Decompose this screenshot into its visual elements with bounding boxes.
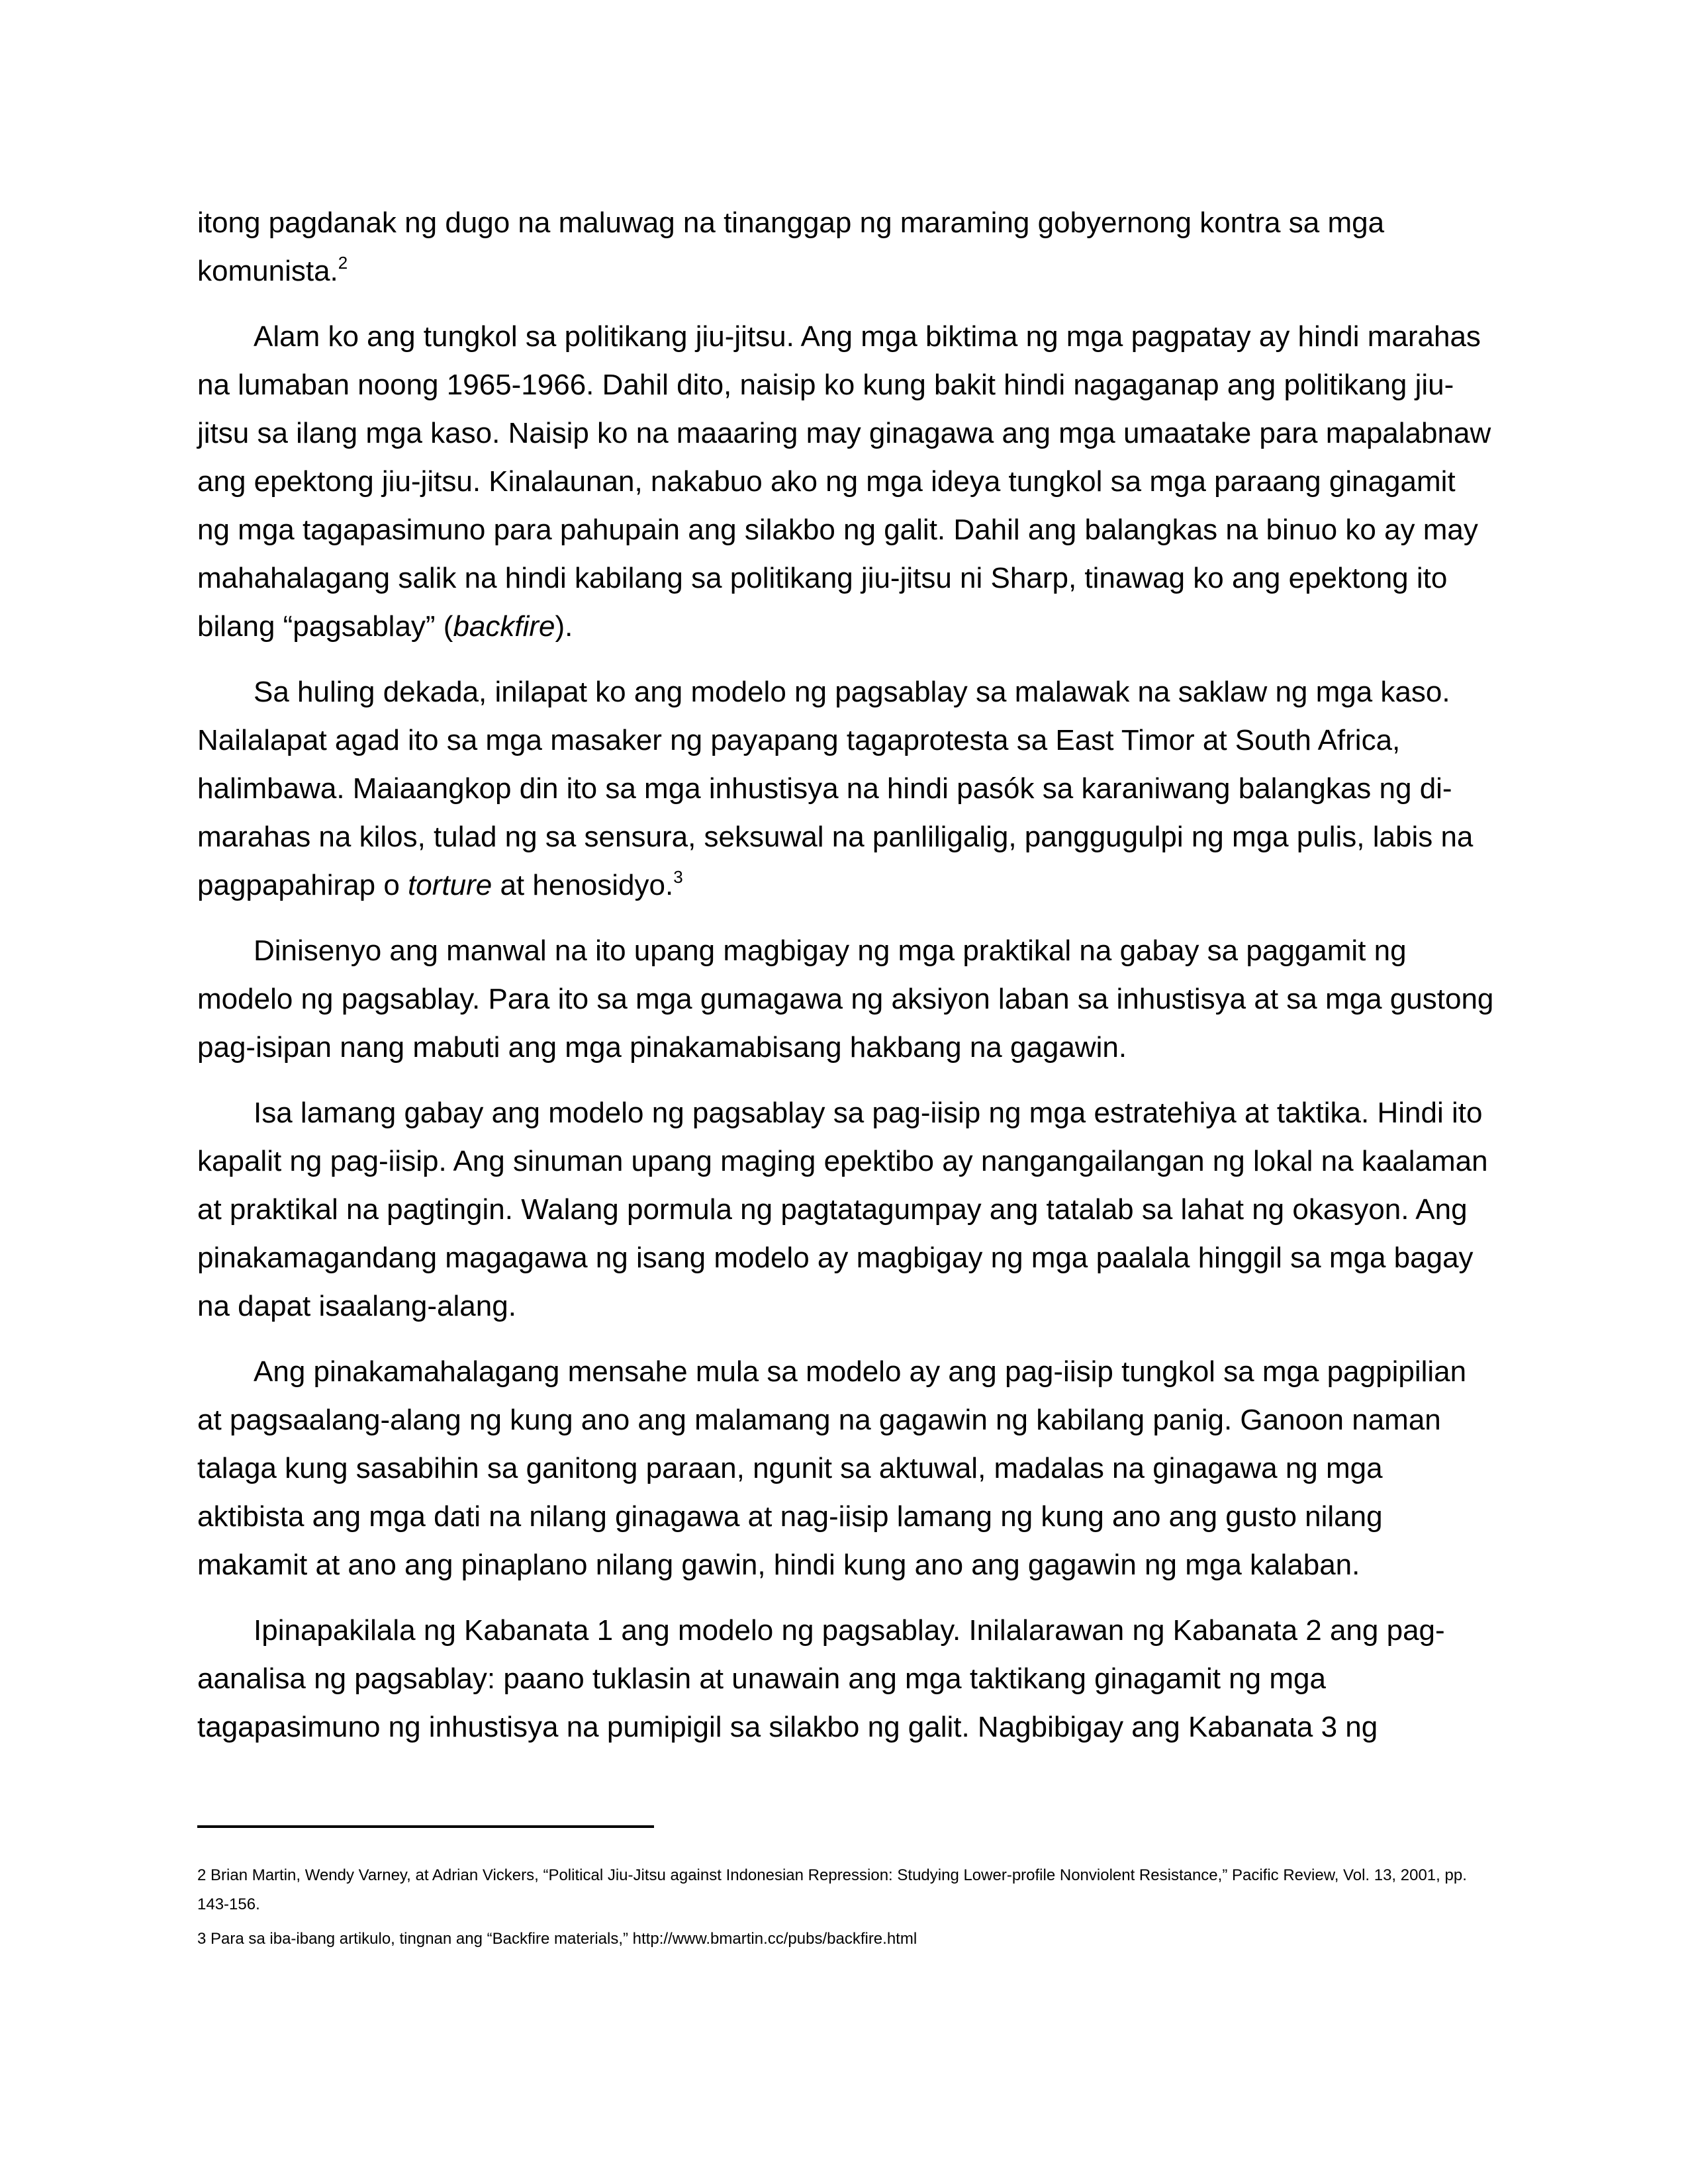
footnote-ref-2: 2 (338, 253, 348, 273)
paragraph-2-text: Alam ko ang tungkol sa politikang jiu-jitsu. Ang mga biktima ng mga pagpatay ay hindi marahas na lumaban noong 1965-1966. Dahil dito, naisip ko kung bakit hindi nagaganap ang politikang jiu-jitsu sa ilang mga kaso. Naisip ko na maaaring may ginagawa ang mga umaatake para mapalabnaw ang epektong jiu-jitsu. Kinalaunan, nakabuo ako ng mga ideya tungkol sa mga paraang ginagamit ng mga tagapasimuno para pahupain ang silakbo ng galit. Dahil ang balangkas na binuo ko ay may mahahalagang salik na hindi kabilang sa politikang jiu-jitsu ni Sharp, tinawag ko ang epektong ito bilang “pagsablay” ( (197, 320, 1491, 643)
footnote-ref-3: 3 (673, 867, 683, 887)
paragraph-1 (197, 199, 1495, 295)
paragraph-3-closing: at henosidyo. (492, 869, 674, 901)
paragraph-3-italic-term: torture (408, 869, 492, 901)
paragraph-2-italic-term: backfire (453, 610, 555, 643)
paragraph-2-closing: ). (555, 610, 573, 643)
footnotes (197, 1861, 1495, 1959)
paragraph-2 (197, 312, 1495, 651)
paragraph-3-text: Sa huling dekada, inilapat ko ang modelo ng pagsablay sa malawak na saklaw ng mga kaso. Nailalapat agad ito sa mga masaker ng payapang tagaprotesta sa East Timor at South Africa, halimbawa. Maiaangkop din ito sa mga inhustisya na hindi pasók sa karaniwang balangkas ng di-marahas na kilos, tulad ng sa sensura, seksuwal na panliligalig, panggugulpi ng mga pulis, labis na pagpapahirap o (197, 676, 1474, 901)
footnote-separator (197, 1825, 654, 1828)
paragraph-1-text: itong pagdanak ng dugo na maluwag na tinanggap ng maraming gobyernong kontra sa mga komunista. (197, 206, 1385, 287)
paragraph-6: Ang pinakamahalagang mensahe mula sa modelo ay ang pag-iisip tungkol sa mga pagpipilian at pagsaalang-alang ng kung ano ang malamang na gagawin ng kabilang panig. Ganoon naman talaga kung sasabihin sa ganitong paraan, ngunit sa aktuwal, madalas na ginagawa ng mga aktibista ang mga dati na nilang ginagawa at nag-iisip lamang ng kung ano ang gusto nilang makamit at ano ang pinaplano nilang gawin, hindi kung ano ang gagawin ng mga kalaban. (197, 1355, 1467, 1581)
footnote-2: 2 Brian Martin, Wendy Varney, at Adrian Vickers, “Political Jiu-Jitsu against Indonesian Repression: Studying Lower-profile Nonviolent Resistance,” Pacific Review, Vol. 13, 2001, pp. 143-156. (197, 1866, 1467, 1913)
body-text (197, 199, 1495, 1768)
paragraph-5: Isa lamang gabay ang modelo ng pagsablay sa pag-iisip ng mga estratehiya at taktika. Hindi ito kapalit ng pag-iisip. Ang sinuman upang maging epektibo ay nangangailangan ng lokal na kaalaman at praktikal na pagtingin. Walang pormula ng pagtatagumpay ang tatalab sa lahat ng okasyon. Ang pinakamagandang magagawa ng isang modelo ay magbigay ng mga paalala hinggil sa mga bagay na dapat isaalang-alang. (197, 1097, 1488, 1322)
paragraph-4: Dinisenyo ang manwal na ito upang magbigay ng mga praktikal na gabay sa paggamit ng modelo ng pagsablay. Para ito sa mga gumagawa ng aksiyon laban sa inhustisya at sa mga gustong pag-isipan nang mabuti ang mga pinakamabisang hakbang na gagawin. (197, 934, 1494, 1064)
paragraph-7: Ipinapakilala ng Kabanata 1 ang modelo ng pagsablay. Inilalarawan ng Kabanata 2 ang pag-aanalisa ng pagsablay: paano tuklasin at unawain ang mga taktikang ginagamit ng mga tagapasimuno ng inhustisya na pumipigil sa silakbo ng galit. Nagbibigay ang Kabanata 3 ng (197, 1614, 1445, 1743)
paragraph-3 (197, 668, 1495, 909)
footnote-3: 3 Para sa iba-ibang artikulo, tingnan ang “Backfire materials,” http://www.bmartin.cc/pubs/backfire.html (197, 1930, 917, 1948)
